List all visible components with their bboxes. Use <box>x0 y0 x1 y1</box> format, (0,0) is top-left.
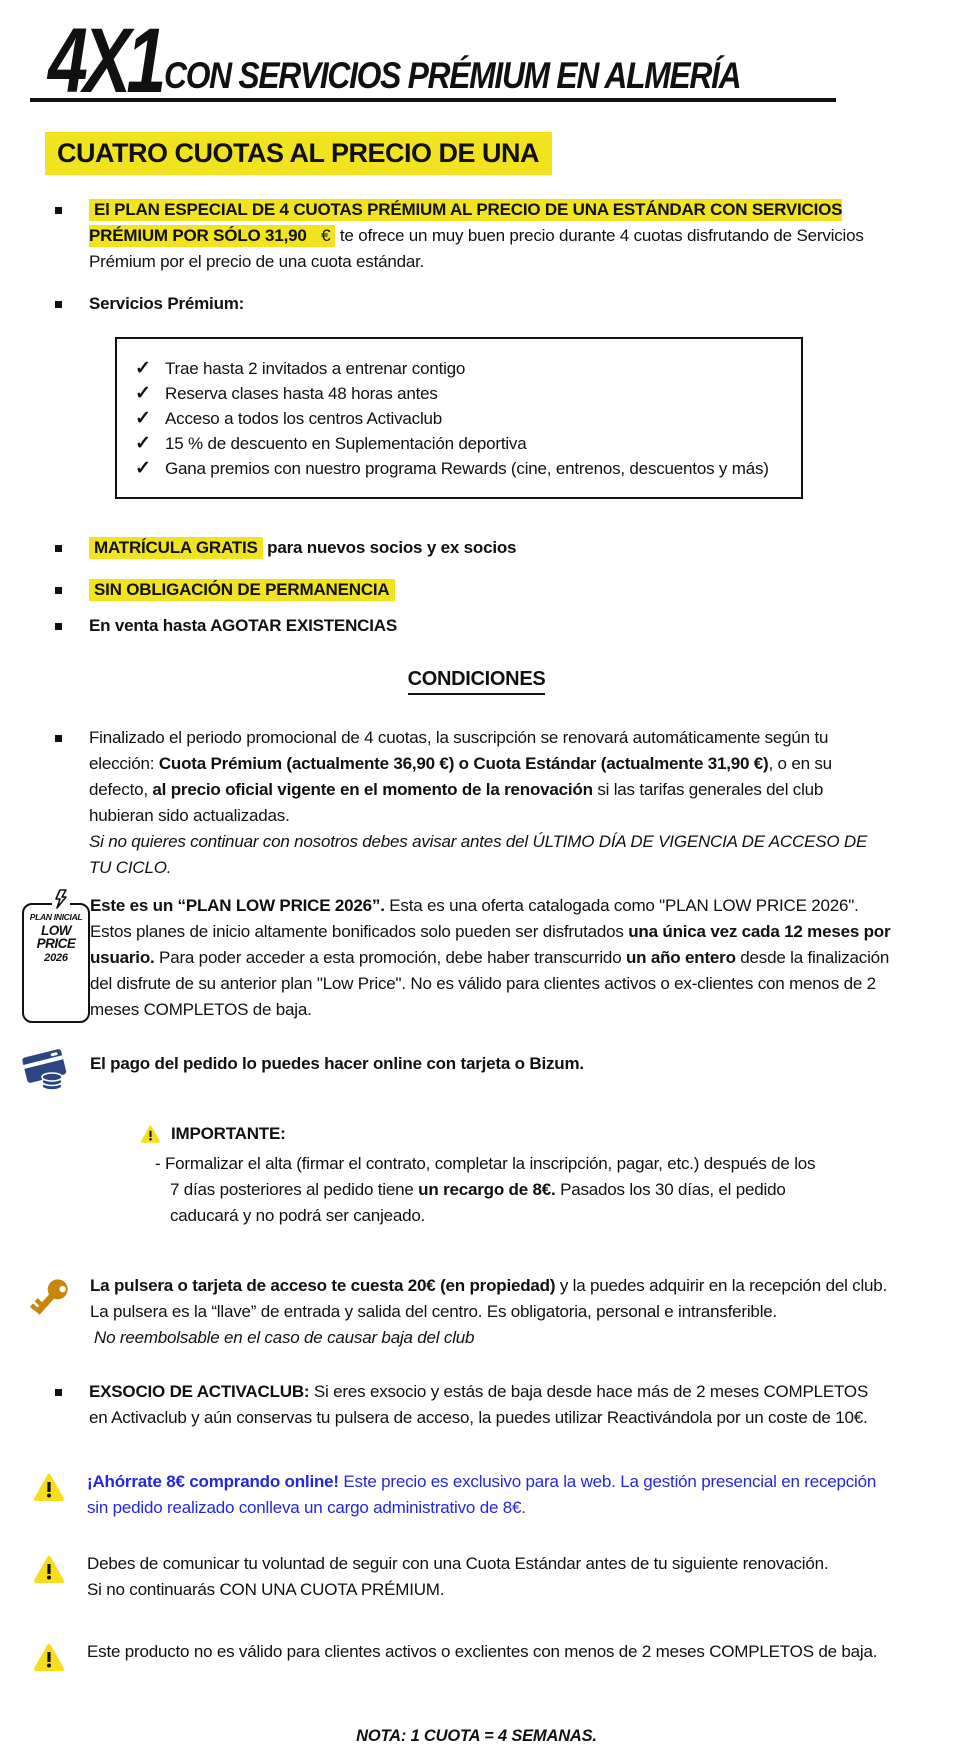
warning-online <box>33 1469 953 1521</box>
badge-line3: 2026 <box>44 951 68 964</box>
exsocio-t1: Si eres exsocio y estás de baja desde hace más de 2 meses COMPLETOS en Activaclub y aún conservas tu pulsera de acceso, la puedes utilizar Reactivándola por un coste de 10€. <box>89 1382 869 1427</box>
warning-renewal-line1: Debes de comunicar tu voluntad de seguir con una Cuota Estándar antes de tu siguiente renovación. <box>87 1554 829 1573</box>
bullet-square <box>55 623 62 630</box>
bullet-square <box>55 735 62 742</box>
service-item <box>135 356 783 381</box>
conditions-title-wrap <box>0 666 953 695</box>
service-item-label: Reserva clases hasta 48 horas antes <box>165 384 438 403</box>
condition-renewal-bullet <box>55 725 895 881</box>
plan-low-price-badge-icon <box>22 903 90 1023</box>
document-header <box>30 10 836 112</box>
condition-renewal-text <box>89 725 889 881</box>
check-icon: ✓ <box>135 408 151 429</box>
warning-online-bold: ¡Ahórrate 8€ comprando online! <box>87 1472 339 1491</box>
lowprice-b1: Este es un “PLAN LOW PRICE 2026”. <box>90 896 385 915</box>
title-4x1: 4X1 <box>48 10 162 112</box>
check-icon: ✓ <box>135 383 151 404</box>
service-item-label: Gana premios con nuestro programa Rewards (cine, entrenos, descuentos y más) <box>165 459 769 478</box>
payment-icon-cell <box>0 1043 90 1101</box>
footer-note: NOTA: 1 CUOTA = 4 SEMANAS. <box>356 1727 597 1745</box>
lowprice-b3: un año entero <box>625 948 736 967</box>
warning-triangle-icon <box>140 1125 161 1144</box>
check-icon: ✓ <box>135 458 151 479</box>
services-label-bullet <box>55 291 895 317</box>
perk-permanencia-text <box>89 577 889 603</box>
important-t2: Pasados los 30 días, el pedido caducará y no podrá ser canjeado. <box>170 1180 786 1225</box>
important-block <box>140 1121 840 1229</box>
bullet-square <box>55 1389 62 1396</box>
permanencia-highlight: SIN OBLIGACIÓN DE PERMANENCIA <box>89 579 395 601</box>
matricula-highlight: MATRÍCULA GRATIS <box>89 537 263 559</box>
warning-triangle-icon <box>33 1643 65 1681</box>
important-heading <box>140 1121 840 1147</box>
warning-online-rest: Este precio es exclusivo para la web. La gestión presencial en recepción sin pedido realizado conlleva un cargo administrativo de 8€. <box>87 1472 877 1517</box>
access-italic-notice: No reembolsable en el caso de causar baja del club <box>94 1328 475 1347</box>
warning-online-text <box>87 1469 897 1521</box>
warning-renewal-line2: Si no continuarás CON UNA CUOTA PRÉMIUM. <box>87 1580 445 1599</box>
access-b1: La pulsera o tarjeta de acceso te cuesta 20€ (en propiedad) <box>90 1276 556 1295</box>
check-icon: ✓ <box>135 433 151 454</box>
renewal-t2: , o en su defecto, <box>89 754 832 799</box>
badge-line1: PLAN INICIAL <box>29 912 83 922</box>
condition-exsocio-bullet <box>55 1379 895 1431</box>
condition-payment-row <box>0 1043 953 1101</box>
premium-services-box <box>115 337 803 499</box>
bullet-square <box>55 207 62 214</box>
plan-highlight-euro: € <box>312 225 336 247</box>
perk-matricula-bullet <box>55 535 895 561</box>
renewal-b2: al precio oficial vigente en el momento de la renovación <box>152 780 593 799</box>
matricula-rest: para nuevos socios y ex socios <box>262 538 517 557</box>
warning-exclientes <box>33 1639 953 1681</box>
plan-highlight-bold: El PLAN ESPECIAL DE 4 CUOTAS PRÉMIUM AL PRECIO DE UNA ESTÁNDAR CON SERVICIOS PRÉMIUM POR SÓLO 31,90 <box>89 200 843 245</box>
renewal-b1: Cuota Prémium (actualmente 36,90 €) o Cuota Estándar (actualmente 31,90 €) <box>158 754 769 773</box>
title-subtitle: CON SERVICIOS PRÉMIUM EN ALMERÍA <box>163 55 741 96</box>
service-item-label: Acceso a todos los centros Activaclub <box>165 409 443 428</box>
plan-regular-text: te ofrece un muy buen precio durante 4 cuotas disfrutando de Servicios Prémium por el precio de una cuota estándar. <box>89 226 864 271</box>
warning-renewal <box>33 1551 953 1603</box>
service-item <box>135 406 783 431</box>
check-icon: ✓ <box>135 358 151 379</box>
condition-lowprice-text <box>90 893 900 1023</box>
bullet-square <box>55 545 62 552</box>
exsocio-b1: EXSOCIO DE ACTIVACLUB: <box>89 1382 310 1401</box>
perk-agotar-bullet <box>55 613 895 639</box>
condition-access-text <box>90 1273 900 1351</box>
lowprice-t1: Esta es una oferta catalogada como "PLAN LOW PRICE 2026". Estos planes de inicio altamente bonificados solo pueden ser disfrutados <box>90 896 859 941</box>
lowprice-t2: Para poder acceder a esta promoción, debe haber transcurrido <box>154 948 626 967</box>
important-b1: un recargo de 8€. <box>418 1180 556 1199</box>
renewal-t1: Finalizado el periodo promocional de 4 cuotas, la suscripción se renovará automáticamente según tu elección: <box>89 728 829 773</box>
access-icon-cell <box>0 1273 90 1351</box>
perk-matricula-text <box>89 535 889 561</box>
perk-agotar-text: En venta hasta AGOTAR EXISTENCIAS <box>89 616 397 635</box>
lowprice-b2: una única vez cada 12 meses por usuario. <box>90 922 891 967</box>
lowprice-t3: desde la finalización del disfrute de su anterior plan "Low Price". No es válido para clientes activos o ex-clientes con menos de 2 meses COMPLETOS de baja. <box>90 948 890 1019</box>
credit-card-coins-icon <box>20 1043 72 1101</box>
service-item <box>135 431 783 456</box>
warning-triangle-icon <box>33 1473 65 1521</box>
conditions-title: CONDICIONES <box>408 666 546 695</box>
service-item <box>135 456 783 481</box>
service-item-label: 15 % de descuento en Suplementación deportiva <box>165 434 527 453</box>
bullet-square <box>55 301 62 308</box>
condition-exsocio-text <box>89 1379 889 1431</box>
warning-renewal-text <box>87 1551 897 1603</box>
service-item <box>135 381 783 406</box>
key-icon <box>26 1273 72 1351</box>
renewal-italic-notice: Si no quieres continuar con nosotros debes avisar antes del ÚLTIMO DÍA DE VIGENCIA DE ACCESO DE TU CICLO. <box>89 832 868 877</box>
important-label: IMPORTANTE: <box>171 1124 286 1143</box>
access-t1: y la puedes adquirir en la recepción del club. La pulsera es la “llave” de entrada y salida del centro. Es obligatoria, personal e intransferible. <box>90 1276 888 1321</box>
bullet-square <box>55 587 62 594</box>
headline-wrap <box>0 102 953 175</box>
warning-exclientes-text: Este producto no es válido para clientes activos o exclientes con menos de 2 meses COMPLETOS de baja. <box>87 1642 878 1661</box>
payment-bold-text: El pago del pedido lo puedes hacer online con tarjeta o Bizum. <box>90 1054 584 1073</box>
important-item <box>155 1151 825 1229</box>
renewal-t3: si las tarifas generales del club hubieran sido actualizadas. <box>89 780 824 825</box>
condition-lowprice-row <box>0 893 953 1023</box>
badge-line2: LOW PRICE <box>36 922 76 951</box>
intro-plan-text <box>89 197 889 275</box>
warning-triangle-icon <box>33 1555 65 1603</box>
condition-access-row <box>0 1273 953 1351</box>
service-item-label: Trae hasta 2 invitados a entrenar contigo <box>165 359 466 378</box>
headline-highlighted: CUATRO CUOTAS AL PRECIO DE UNA <box>45 132 552 175</box>
intro-plan-bullet <box>55 197 895 275</box>
perk-permanencia-bullet <box>55 577 895 603</box>
lightning-bolt-icon <box>52 889 70 912</box>
important-t1: - Formalizar el alta (firmar el contrato, completar la inscripción, pagar, etc.) después de los 7 días posteriores al pedido tiene <box>155 1154 816 1199</box>
lowprice-icon-cell <box>0 893 90 1023</box>
services-label: Servicios Prémium: <box>89 294 245 313</box>
